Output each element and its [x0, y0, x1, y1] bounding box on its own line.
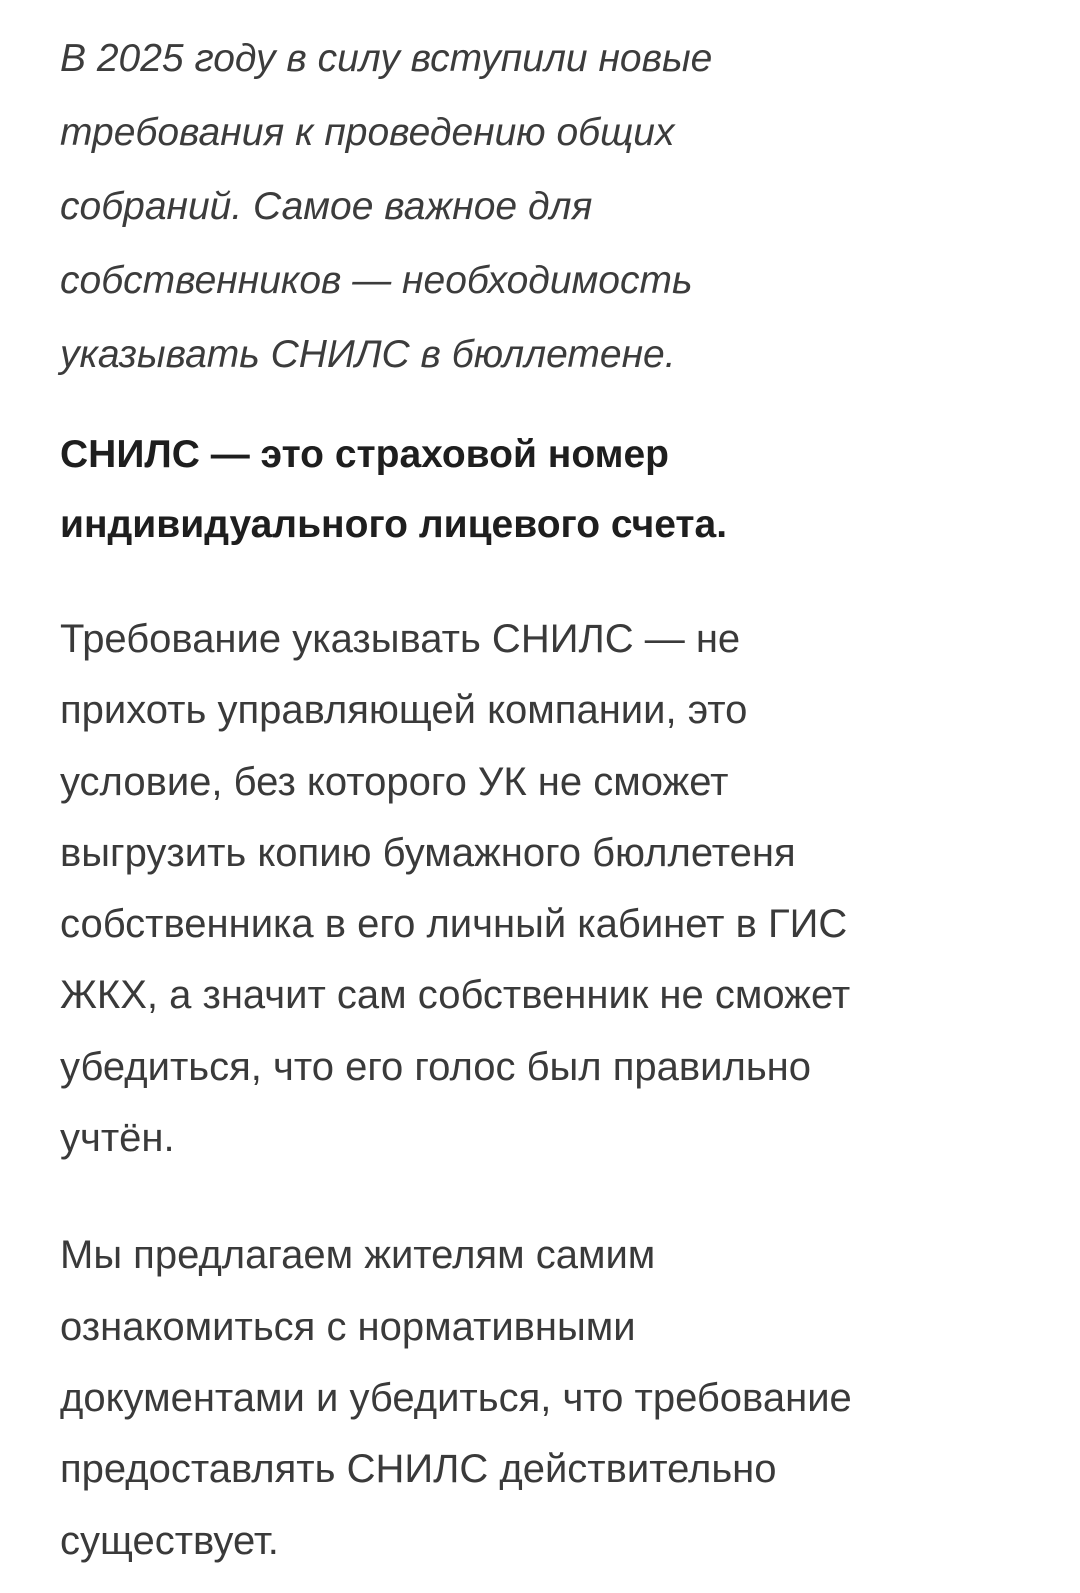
body-line: убедиться, что его голос был правильно [60, 1044, 811, 1089]
body-line: ЖКХ, а значит сам собственник не сможет [60, 973, 851, 1018]
subheading-line: СНИЛС — это страховой номер [60, 433, 669, 476]
body-line: учтён. [60, 1116, 175, 1161]
subheading [60, 420, 1020, 560]
body-line: предоставлять СНИЛС действительно [60, 1447, 777, 1492]
body-line: документами и убедиться, что требование [60, 1375, 852, 1420]
body-line: собственника в его личный кабинет в ГИС [60, 902, 848, 947]
body-line: существует. [60, 1518, 279, 1563]
body-line: Требование указывать СНИЛС — не [60, 617, 741, 661]
lead-line: собраний. Самое важное для [60, 185, 593, 228]
body-line: прихоть управляющей компании, это [60, 688, 748, 733]
body-line: выгрузить копию бумажного бюллетеня [60, 830, 796, 875]
body-paragraph [60, 1220, 1020, 1576]
article-body [60, 22, 1020, 1577]
lead-line: требования к проведению общих [60, 111, 675, 154]
body-line: условие, без которого УК не сможет [60, 759, 729, 804]
body-paragraph [60, 604, 1020, 1174]
lead-paragraph [60, 22, 1020, 392]
body-line: Мы предлагаем жителям самим [60, 1233, 656, 1278]
body-line: ознакомиться с нормативными [60, 1304, 636, 1349]
lead-line: указывать СНИЛС в бюллетене. [60, 333, 676, 376]
lead-line: собственников — необходимость [60, 259, 693, 302]
subheading-line: индивидуального лицевого счета. [60, 503, 728, 546]
lead-line: В 2025 году в силу вступили новые [60, 37, 713, 80]
